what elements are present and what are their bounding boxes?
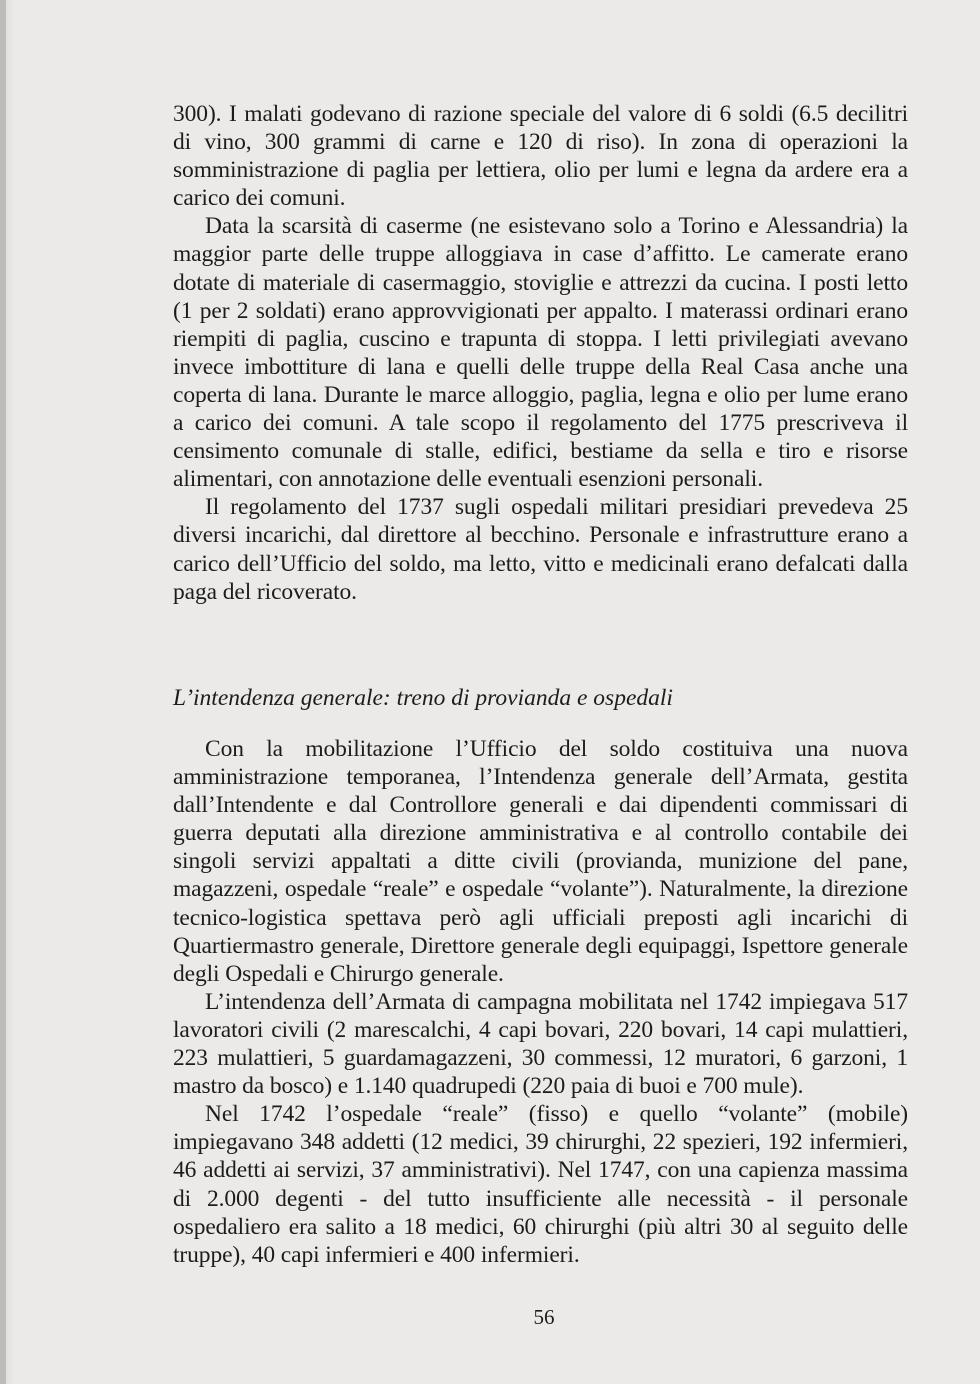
paragraph-hospitals-regulation: Il regolamento del 1737 sugli ospedali militari presidiari prevedeva 25 diversi incarichi, dal direttore al becchino. Personale e infrastrutture erano a carico dell’Ufficio del soldo, ma letto, vitto e medicinali erano defalcati dalla paga del ricoverato. [173, 494, 908, 605]
paragraph-continuation: 300). I malati godevano di razione speciale del valore di 6 soldi (6.5 decilitri di vino, 300 grammi di carne e 120 di riso). In zona di operazioni la somministrazione di paglia per lettiera, olio per lumi e legna da ardere era a carico dei comuni. [173, 101, 908, 212]
paragraph-barracks: Data la scarsità di caserme (ne esistevano solo a Torino e Alessandria) la maggior parte delle truppe alloggiava in case d’affitto. Le camerate erano dotate di materiale di casermaggio, stoviglie e attrezzi da cucina. I posti letto (1 per 2 soldati) erano approvvigionati per appalto. I materassi ordinari erano riempiti di paglia, cuscino e trapunta di stoppa. I letti privilegiati avevano invece imbottiture di lana e quelli delle truppe della Real Casa anche una coperta di lana. Durante le marce alloggio, paglia, legna e olio per lume erano a carico dei comuni. A tale scopo il regolamento del 1775 prescriveva il censimento comunale di stalle, edifici, bestiame da sella e tiro e risorse alimentari, con annotazione delle eventuali esenzioni personali. [173, 213, 908, 493]
paragraph-intendenza-1742: L’intendenza dell’Armata di campagna mobilitata nel 1742 impiegava 517 lavoratori civili (2 marescalchi, 4 capi bovari, 220 bovari, 14 capi mulattieri, 223 mulattieri, 5 guardamagazzeni, 30 commessi, 12 muratori, 6 garzoni, 1 mastro da bosco) e 1.140 quadrupedi (220 paia di buoi e 700 mule). [173, 988, 908, 1100]
section-1-body [173, 100, 908, 606]
paragraph-hospital-staff: Nel 1742 l’ospedale “reale” (fisso) e quello “volante” (mobile) impiegavano 348 addetti (12 medici, 39 chirurghi, 22 spezieri, 192 infermieri, 46 addetti ai servizi, 37 amministrativi). Nel 1747, con una capienza massima di 2.000 degenti - del tutto insufficiente alle necessità - il personale ospedaliero era salito a 18 medici, 60 chirurghi (più altri 30 al seguito delle truppe), 40 capi infermieri e 400 infermieri. [173, 1101, 908, 1268]
section-2-body [173, 735, 908, 1269]
page-number: 56 [533, 1305, 555, 1329]
section-heading: L’intendenza generale: treno di provianda e ospedali [173, 685, 673, 711]
book-spine-shadow [0, 0, 6, 1384]
paragraph-mobilization: Con la mobilitazione l’Ufficio del soldo costituiva una nuova amministrazione temporanea, l’Intendenza generale dell’Armata, gestita dall’Intendente e dal Controllore generali e dai dipendenti commissari di guerra deputati alla direzione amministrativa e al controllo contabile dei singoli servizi appaltati a ditte civili (provianda, munizione del pane, magazzeni, ospedale “reale” e ospedale “volante”). Naturalmente, la direzione tecnico-logistica spettava però agli ufficiali preposti agli incarichi di Quartiermastro generale, Direttore generale degli equipaggi, Ispettore generale degli Ospedali e Chirurgo generale. [173, 736, 908, 987]
